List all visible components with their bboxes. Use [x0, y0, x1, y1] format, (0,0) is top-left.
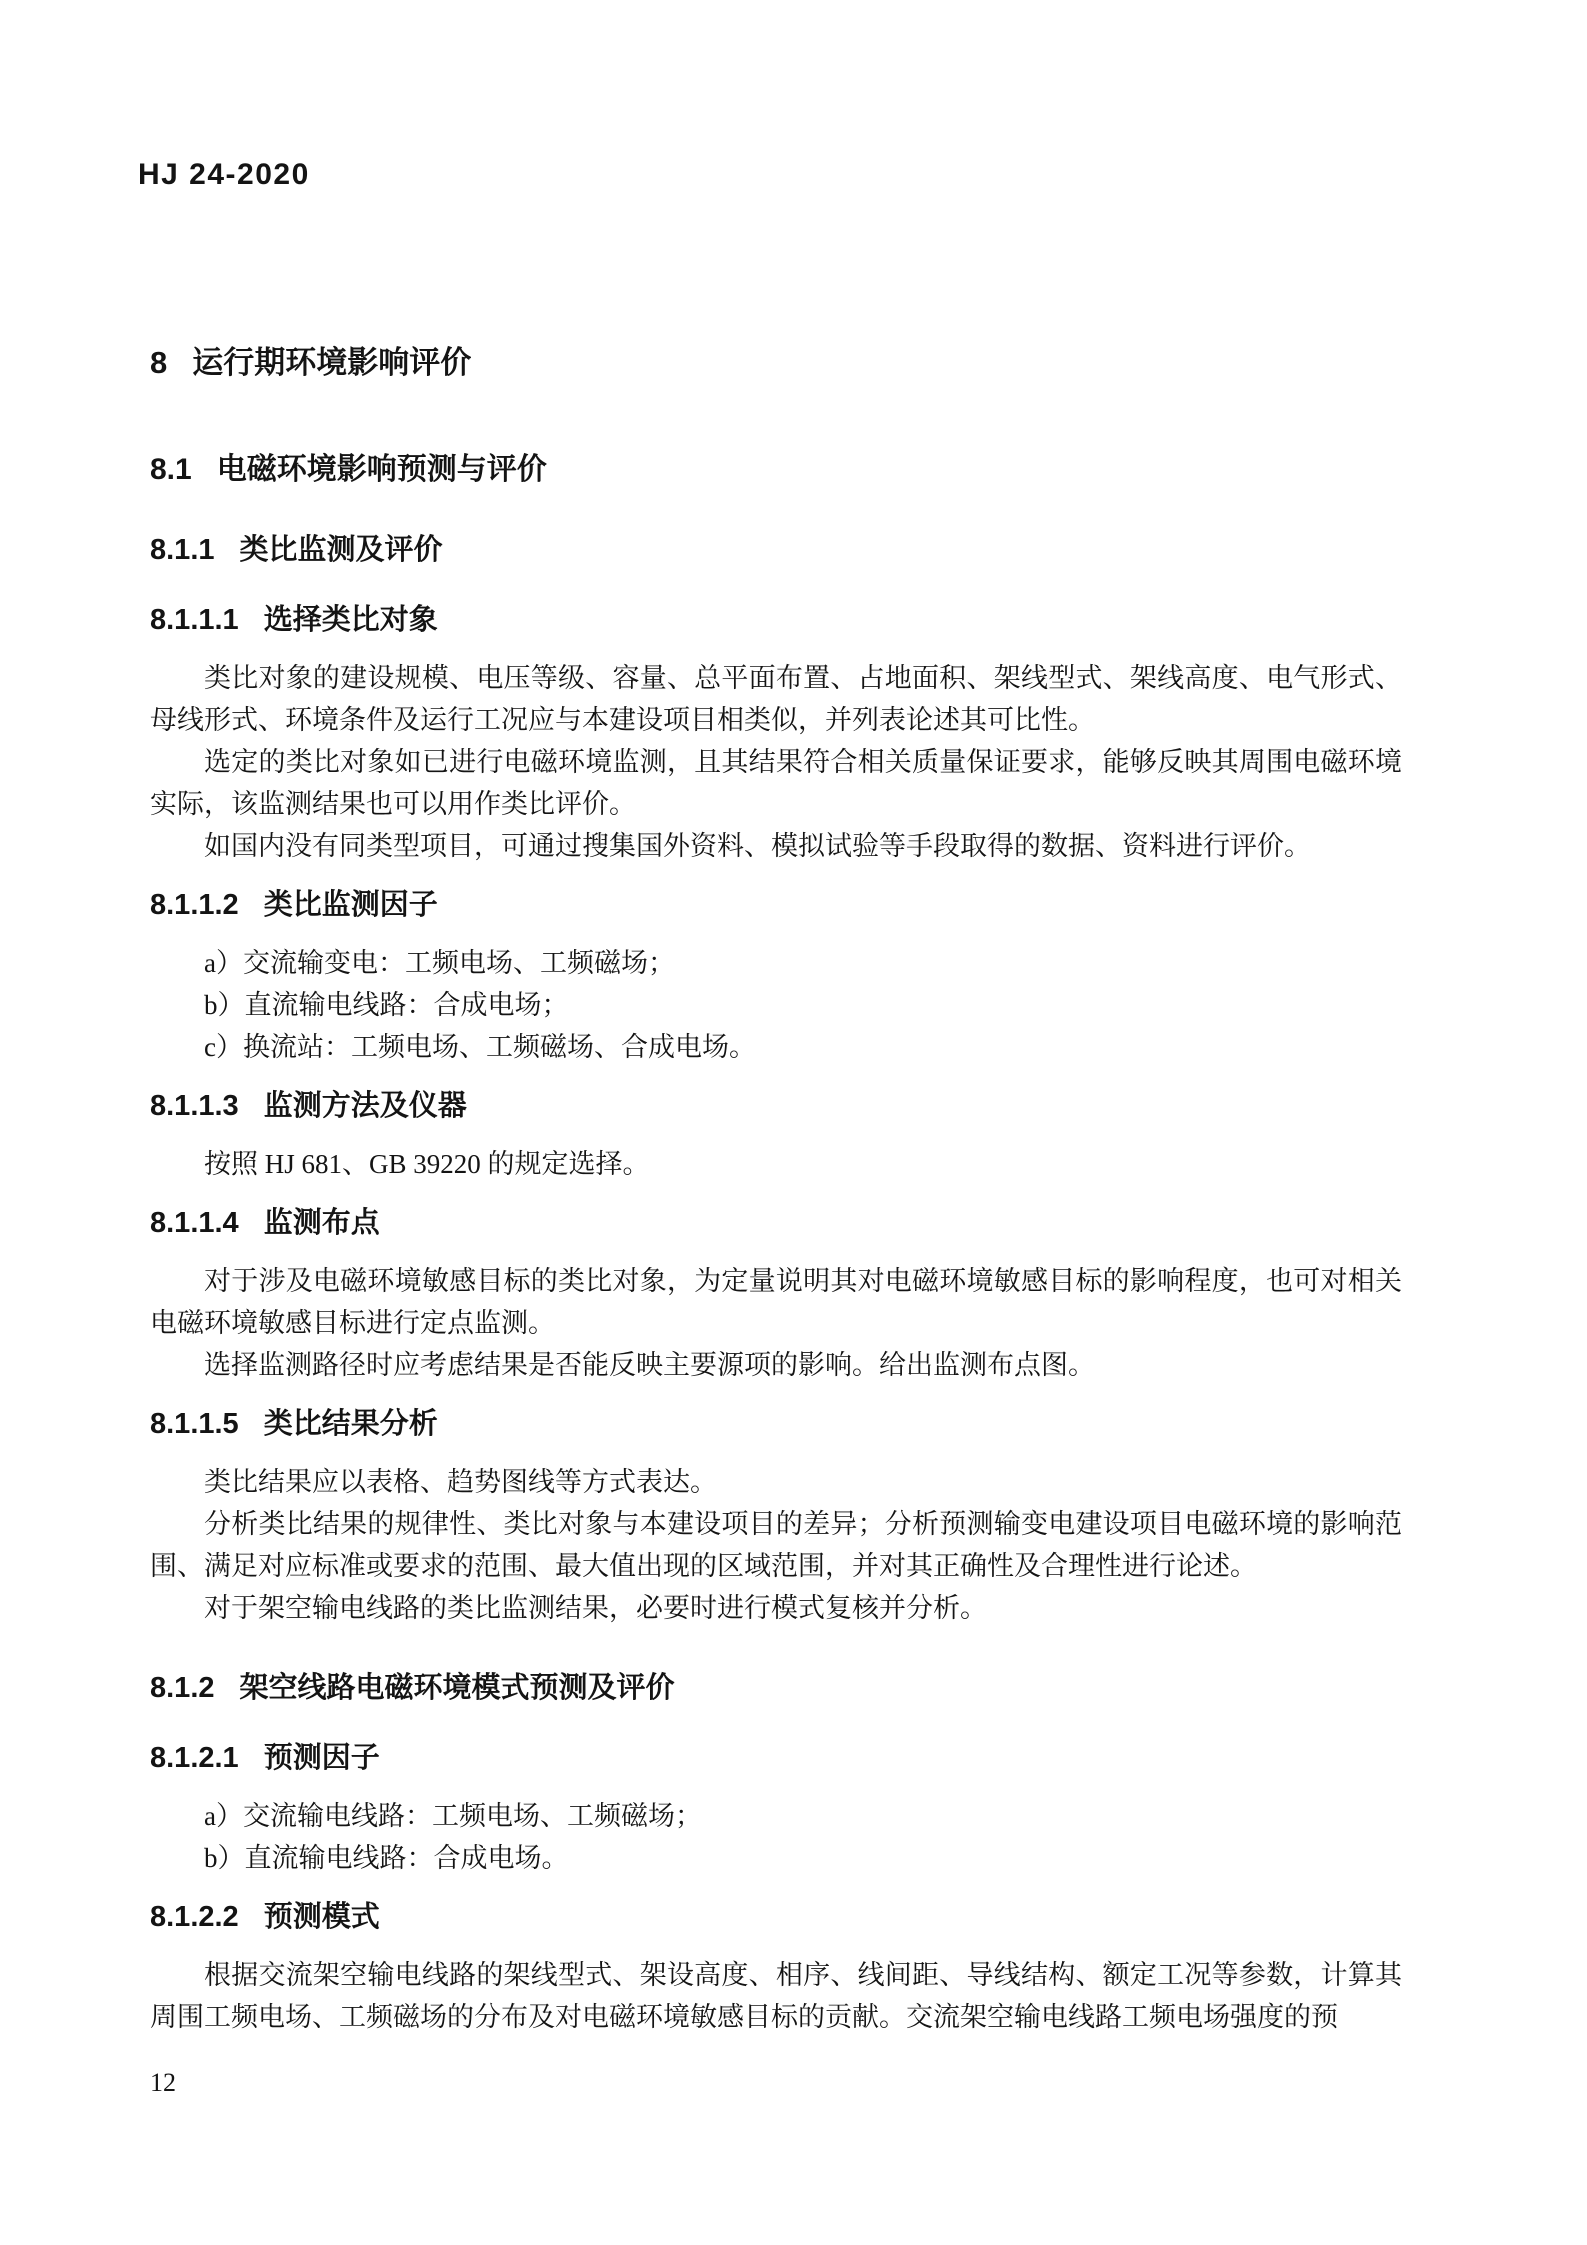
list-item-b: b）直流输电线路：合成电场； — [204, 990, 569, 1020]
paragraph: 类比对象的建设规模、电压等级、容量、总平面布置、占地面积、架线型式、架线高度、电气形式、母线形式、环境条件及运行工况应与本建设项目相类似，并列表论述其可比性。 — [150, 663, 1402, 735]
heading-number: 8.1 — [150, 453, 192, 486]
heading-8-1-2-2 — [150, 1896, 1402, 1938]
heading-title: 监测布点 — [263, 1207, 380, 1239]
heading-title: 运行期环境影响评价 — [192, 345, 472, 380]
heading-title: 架空线路电磁环境模式预测及评价 — [239, 1672, 675, 1704]
heading-8-1-1-2 — [150, 884, 1402, 926]
list-item-a: a）交流输变电：工频电场、工频磁场； — [204, 948, 675, 978]
heading-title: 监测方法及仪器 — [263, 1090, 467, 1122]
paragraph: 选定的类比对象如已进行电磁环境监测，且其结果符合相关质量保证要求，能够反映其周围电磁环境实际，该监测结果也可以用作类比评价。 — [150, 747, 1402, 819]
page-content — [150, 0, 1402, 2038]
heading-8-1-1-1 — [150, 599, 1402, 641]
paragraph: 如国内没有同类型项目，可通过搜集国外资料、模拟试验等手段取得的数据、资料进行评价。 — [204, 831, 1311, 861]
heading-title: 类比监测及评价 — [239, 534, 443, 566]
paragraph: 根据交流架空输电线路的架线型式、架设高度、相序、线间距、导线结构、额定工况等参数，计算其周围工频电场、工频磁场的分布及对电磁环境敏感目标的贡献。交流架空输电线路工频电场强度的预 — [150, 1960, 1402, 2032]
heading-8-1-1 — [150, 529, 1402, 571]
paragraph: 分析类比结果的规律性、类比对象与本建设项目的差异；分析预测输变电建设项目电磁环境的影响范围、满足对应标准或要求的范围、最大值出现的区域范围，并对其正确性及合理性进行论述。 — [150, 1509, 1402, 1581]
doc-number: HJ 24-2020 — [138, 158, 310, 191]
heading-number: 8.1.2.1 — [150, 1742, 239, 1774]
heading-title: 预测模式 — [263, 1901, 380, 1933]
heading-number: 8.1.1.1 — [150, 604, 239, 636]
paragraph: 选择监测路径时应考虑结果是否能反映主要源项的影响。给出监测布点图。 — [204, 1350, 1095, 1380]
paragraph: 类比结果应以表格、趋势图线等方式表达。 — [204, 1467, 717, 1497]
paragraph: 对于架空输电线路的类比监测结果，必要时进行模式复核并分析。 — [204, 1593, 987, 1623]
heading-8-1-1-3 — [150, 1085, 1402, 1127]
list-item-a: a）交流输电线路：工频电场、工频磁场； — [204, 1801, 702, 1831]
list-item-b: b）直流输电线路：合成电场。 — [204, 1843, 569, 1873]
paragraph: 按照 HJ 681、GB 39220 的规定选择。 — [204, 1149, 650, 1179]
heading-8-1-1-4 — [150, 1202, 1402, 1244]
heading-number: 8.1.2 — [150, 1672, 215, 1704]
paragraph: 对于涉及电磁环境敏感目标的类比对象，为定量说明其对电磁环境敏感目标的影响程度，也可对相关电磁环境敏感目标进行定点监测。 — [150, 1266, 1402, 1338]
heading-title: 电磁环境影响预测与评价 — [216, 453, 547, 486]
heading-8 — [150, 342, 1402, 384]
heading-number: 8 — [150, 345, 168, 380]
heading-title: 预测因子 — [263, 1742, 380, 1774]
list-item-c: c）换流站：工频电场、工频磁场、合成电场。 — [204, 1032, 756, 1062]
heading-number: 8.1.1 — [150, 534, 215, 566]
heading-number: 8.1.1.5 — [150, 1408, 239, 1440]
heading-8-1 — [150, 449, 1402, 491]
heading-title: 类比结果分析 — [263, 1408, 438, 1440]
heading-title: 选择类比对象 — [263, 604, 438, 636]
heading-8-1-1-5 — [150, 1403, 1402, 1445]
heading-8-1-2 — [150, 1667, 1402, 1709]
heading-number: 8.1.1.4 — [150, 1207, 239, 1239]
page-number: 12 — [150, 2068, 176, 2097]
heading-8-1-2-1 — [150, 1737, 1402, 1779]
heading-number: 8.1.2.2 — [150, 1901, 239, 1933]
heading-title: 类比监测因子 — [263, 889, 438, 921]
heading-number: 8.1.1.2 — [150, 889, 239, 921]
heading-number: 8.1.1.3 — [150, 1090, 239, 1122]
